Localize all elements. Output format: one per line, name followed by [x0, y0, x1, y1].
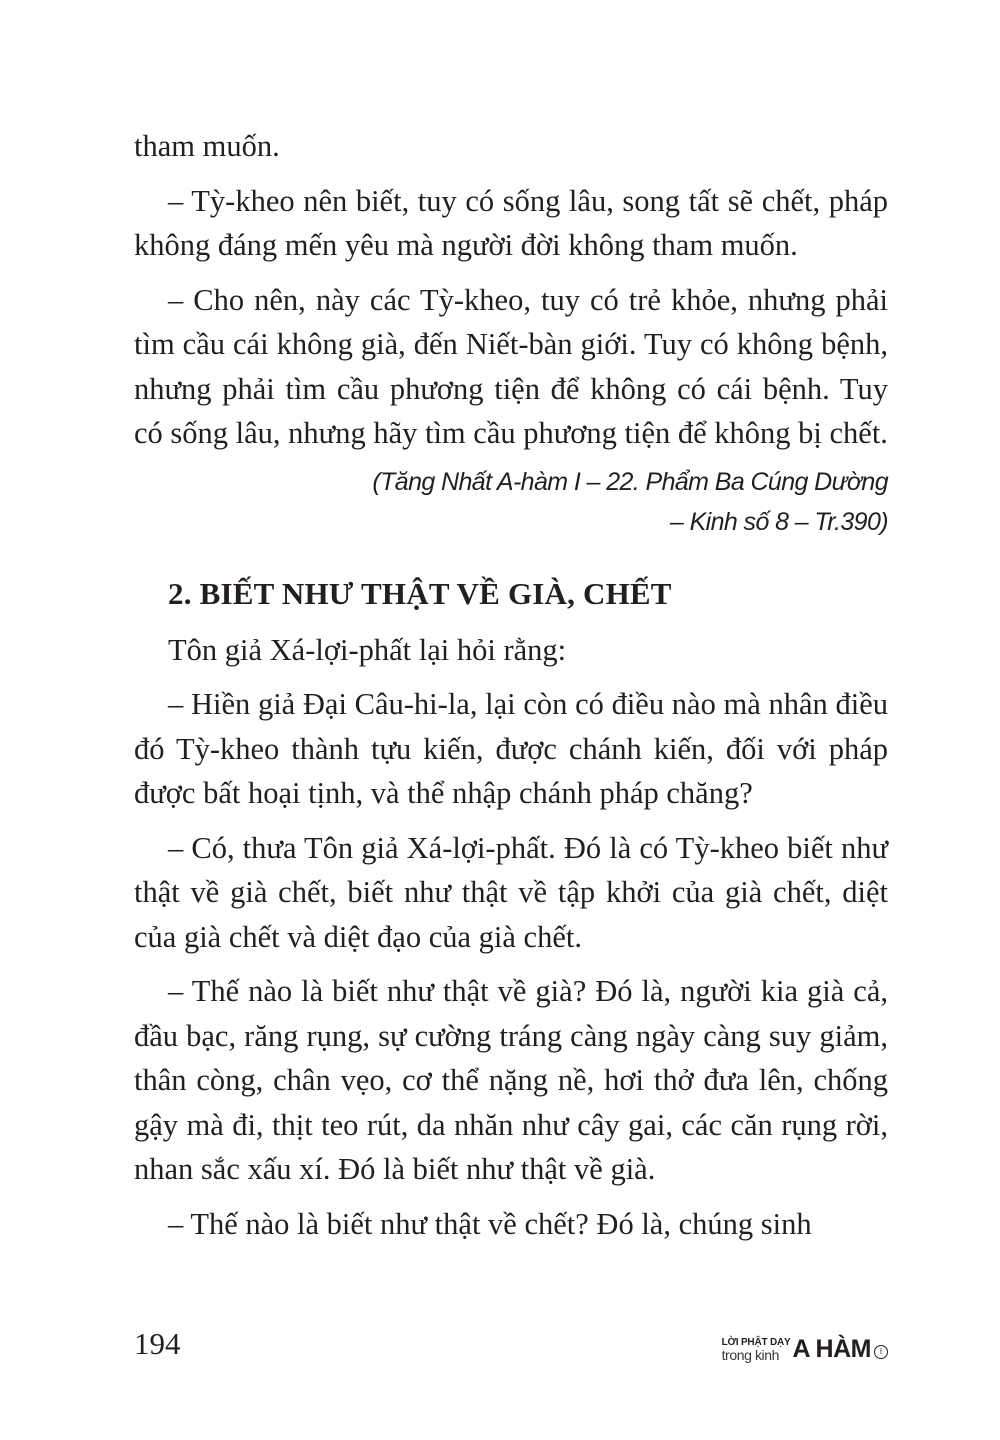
- citation-line-2: – Kinh số 8 – Tr.390): [669, 507, 888, 536]
- paragraph-continuation: tham muốn.: [134, 129, 280, 163]
- brand-bottom-text: trong kinh: [721, 1347, 780, 1363]
- paragraph: – Cho nên, này các Tỳ-kheo, tuy có trẻ khỏe, nhưng phải tìm cầu cái không già, đến Niết-bàn giới. Tuy có không bệnh, nhưng phải tìm cầu phương tiện để không có cái bệnh. Tuy có sống lâu, nhưng hãy tìm cầu phương tiện để không bị chết.: [134, 282, 888, 450]
- paragraph: – Hiền giả Đại Câu-hi-la, lại còn có điều nào mà nhân điều đó Tỳ-kheo thành tựu kiến, được chánh kiến, đối với pháp được bất hoại tịnh, và thể nhập chánh pháp chăng?: [134, 687, 888, 810]
- brand-stack: [722, 1337, 791, 1362]
- brand-main-text: A HÀM: [792, 1335, 871, 1363]
- paragraph: Tôn giả Xá-lợi-phất lại hỏi rằng:: [168, 632, 567, 667]
- page-body: [134, 124, 888, 1256]
- page-number: 194: [134, 1326, 181, 1361]
- paragraph: – Thế nào là biết như thật về già? Đó là, người kia già cả, đầu bạc, răng rụng, sự cường tráng càng ngày càng suy giảm, thân còng, chân vẹo, cơ thể nặng nề, hơi thở đưa lên, chống gậy mà đi, thịt teo rút, da nhăn như cây gai, các căn rụng rời, nhan sắc xấu xí. Đó là biết như thật về già.: [134, 974, 888, 1186]
- paragraph: – Có, thưa Tôn giả Xá-lợi-phất. Đó là có Tỳ-kheo biết như thật về già chết, biết như thật về tập khởi của già chết, diệt của già chết và diệt đạo của già chết.: [134, 830, 888, 954]
- volume-badge-icon: I: [874, 1345, 888, 1359]
- book-brand-logo: [722, 1328, 888, 1362]
- citation: [134, 462, 888, 542]
- paragraph: – Thế nào là biết như thật về chết? Đó là, chúng sinh: [168, 1206, 812, 1241]
- brand-top-text: LỜI PHẬT DẠY: [721, 1337, 791, 1348]
- section-heading: 2. BIẾT NHƯ THẬT VỀ GIÀ, CHẾT: [168, 575, 672, 611]
- page-footer: [134, 1322, 888, 1372]
- paragraph: – Tỳ-kheo nên biết, tuy có sống lâu, song tất sẽ chết, pháp không đáng mến yêu mà người đời không tham muốn.: [134, 183, 888, 262]
- citation-line-1: (Tăng Nhất A-hàm I – 22. Phẩm Ba Cúng Dường: [372, 467, 888, 496]
